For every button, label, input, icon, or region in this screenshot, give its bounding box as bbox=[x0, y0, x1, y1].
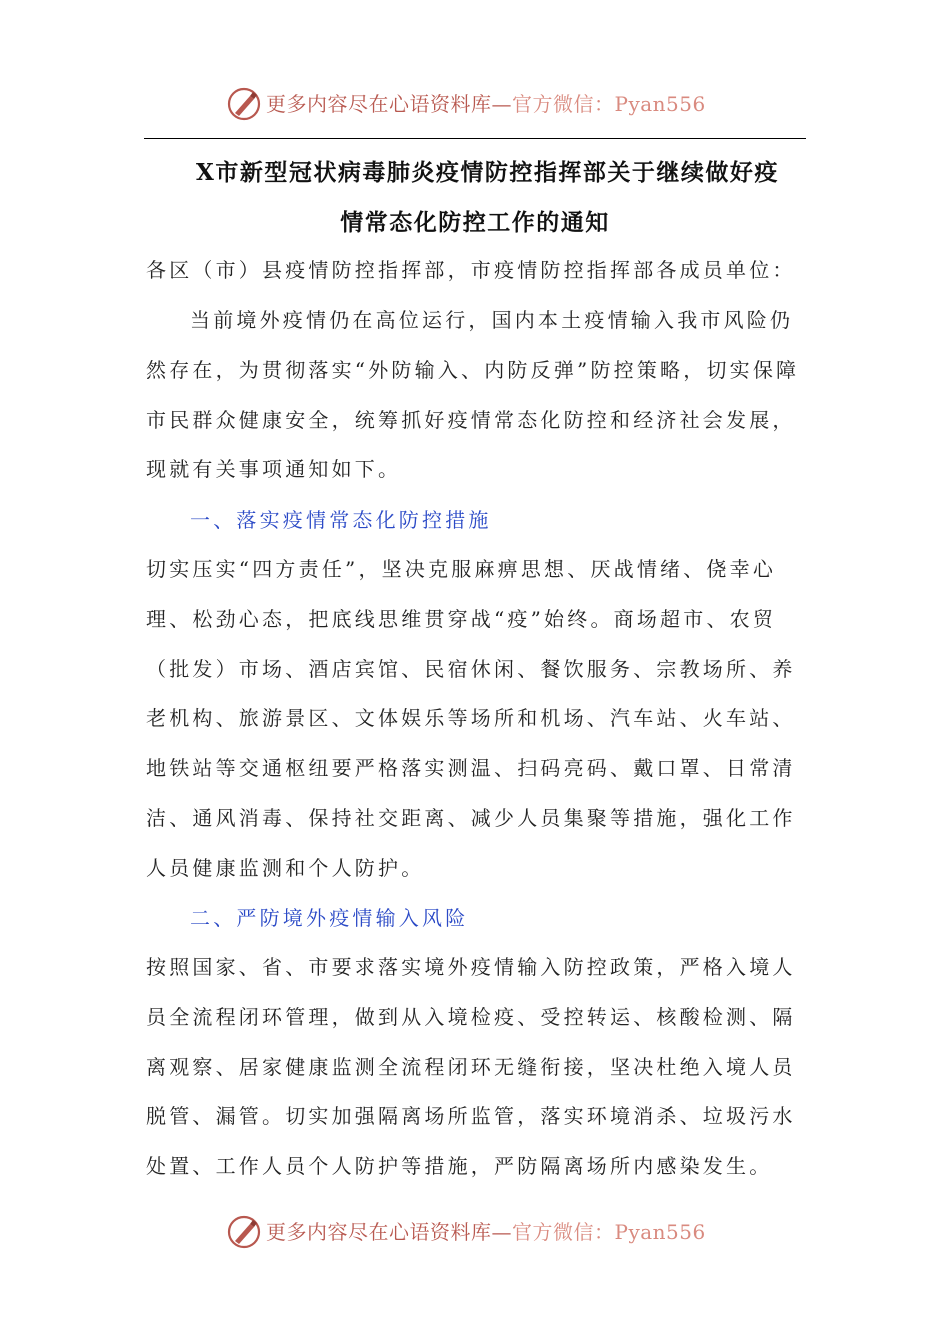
header-banner bbox=[0, 84, 950, 124]
footer-banner bbox=[0, 1212, 950, 1252]
section2-heading: 二、严防境外疫情输入风险 bbox=[190, 906, 469, 930]
pen-logo-icon bbox=[226, 86, 262, 122]
document-title-line1: X市新型冠状病毒肺炎疫情防控指挥部关于继续做好疫 bbox=[196, 159, 779, 186]
section1-heading: 一、落实疫情常态化防控措施 bbox=[190, 508, 492, 532]
document-title-line2: 情常态化防控工作的通知 bbox=[340, 209, 610, 236]
section1-paragraph: 切实压实“四方责任”，坚决克服麻痹思想、厌战情绪、侥幸心理、松劲心态，把底线思维贯穿战“疫”始终。商场超市、农贸（批发）市场、酒店宾馆、民宿休闲、餐饮服务、宗教场所、养老机构、旅游景区、文体娱乐等场所和机场、汽车站、火车站、地铁站等交通枢纽要严格落实测温、扫码亮码、戴口罩、日常清洁、通风消毒、保持社交距离、减少人员集聚等措施，强化工作人员健康监测和个人防护。 bbox=[146, 557, 796, 880]
salutation: 各区（市）县疫情防控指挥部，市疫情防控指挥部各成员单位： bbox=[146, 258, 796, 282]
banner-text: 更多内容尽在心语资料库—官方微信：Pyan556 bbox=[266, 1220, 706, 1244]
section2-paragraph: 按照国家、省、市要求落实境外疫情输入防控政策，严格入境人员全流程闭环管理，做到从入境检疫、受控转运、核酸检测、隔离观察、居家健康监测全流程闭环无缝衔接，坚决杜绝入境人员脱管、漏管。切实加强隔离场所监管，落实环境消杀、垃圾污水处置、工作人员个人防护等措施，严防隔离场所内感染发生。 bbox=[146, 955, 796, 1179]
banner-text: 更多内容尽在心语资料库—官方微信：Pyan556 bbox=[266, 92, 706, 116]
pen-logo-icon bbox=[226, 1214, 262, 1250]
intro-paragraph: 当前境外疫情仍在高位运行，国内本土疫情输入我市风险仍然存在，为贯彻落实“外防输入、内防反弹”防控策略，切实保障市民群众健康安全，统筹抓好疫情常态化防控和经济社会发展，现就有关事项通知如下。 bbox=[146, 308, 800, 482]
header-divider bbox=[144, 138, 806, 139]
